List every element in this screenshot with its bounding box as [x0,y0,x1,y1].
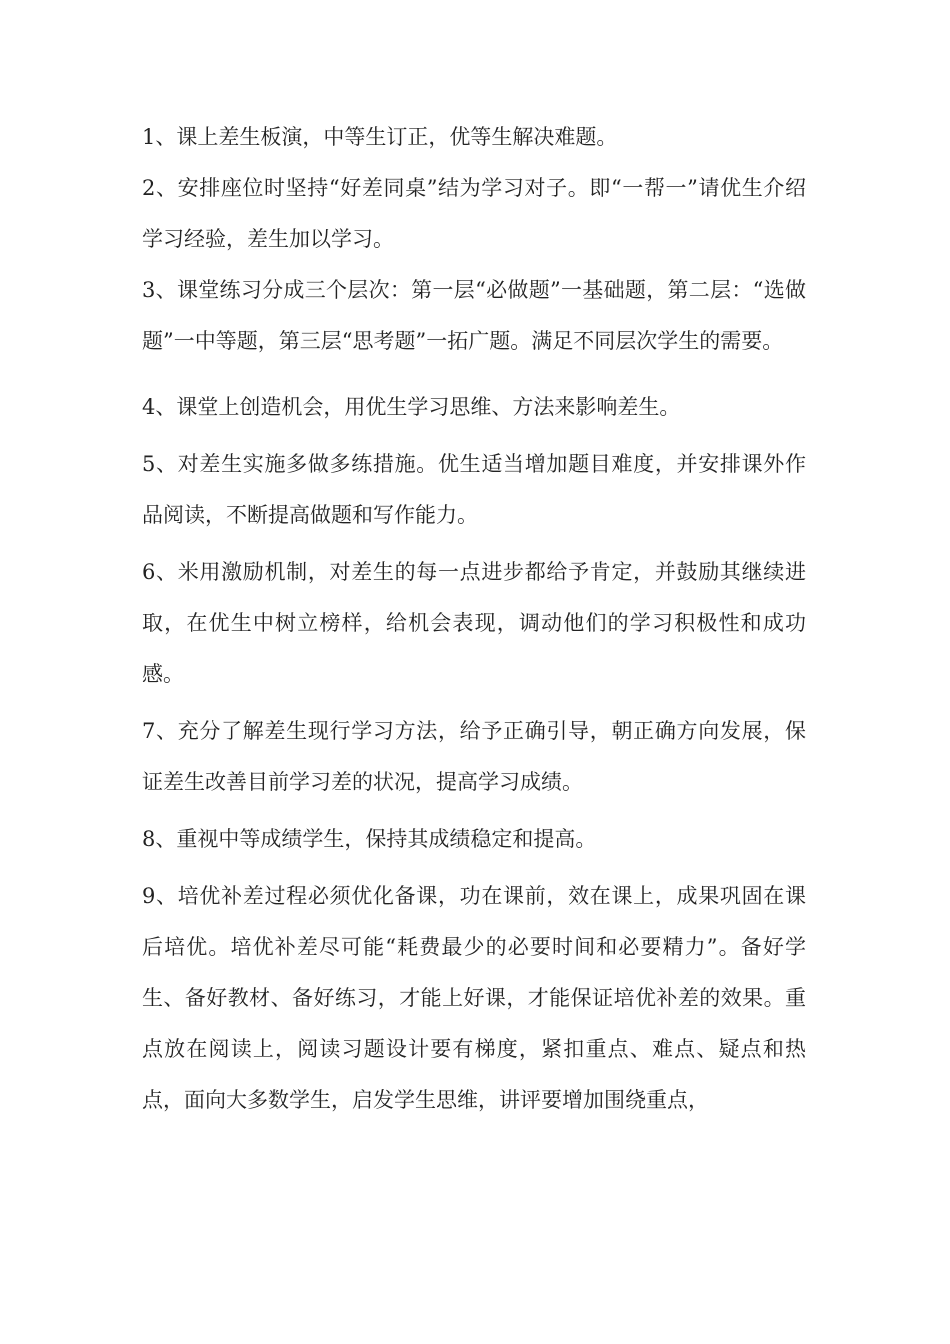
paragraph-7: 7、充分了解差生现行学习方法，给予正确引导，朝正确方向发展，保证差生改善目前学习差的状况，提高学习成绩。 [142,719,806,794]
paragraph-1: 1、课上差生板演，中等生订正，优等生解决难题。 [142,125,618,149]
paragraph-2: 2、安排座位时坚持“好差同桌”结为学习对子。即“一帮一”请优生介绍学习经验，差生加以学习。 [142,176,806,251]
paragraph-8: 8、重视中等成绩学生，保持其成绩稳定和提高。 [142,827,597,851]
paragraph-3: 3、课堂练习分成三个层次：第一层“必做题”一基础题，第二层：“选做题”一中等题，第三层“思考题”一拓广题。满足不同层次学生的需要。 [142,278,806,353]
paragraph-6: 6、米用激励机制，对差生的每一点进步都给予肯定，并鼓励其继续进取，在优生中树立榜样，给机会表现，调动他们的学习积极性和成功感。 [142,560,806,686]
document-body [142,112,806,1126]
paragraph-9: 9、培优补差过程必须优化备课，功在课前，效在课上，成果巩固在课后培优。培优补差尽可能“耗费最少的必要时间和必要精力”。备好学生、备好教材、备好练习，才能上好课，才能保证培优补差的效果。重点放在阅读上，阅读习题设计要有梯度，紧扣重点、难点、疑点和热点，面向大多数学生，启发学生思维，讲评要增加围绕重点， [142,884,806,1112]
paragraph-5: 5、对差生实施多做多练措施。优生适当增加题目难度，并安排课外作品阅读，不断提高做题和写作能力。 [142,452,806,527]
paragraph-4: 4、课堂上创造机会，用优生学习思维、方法来影响差生。 [142,395,681,419]
